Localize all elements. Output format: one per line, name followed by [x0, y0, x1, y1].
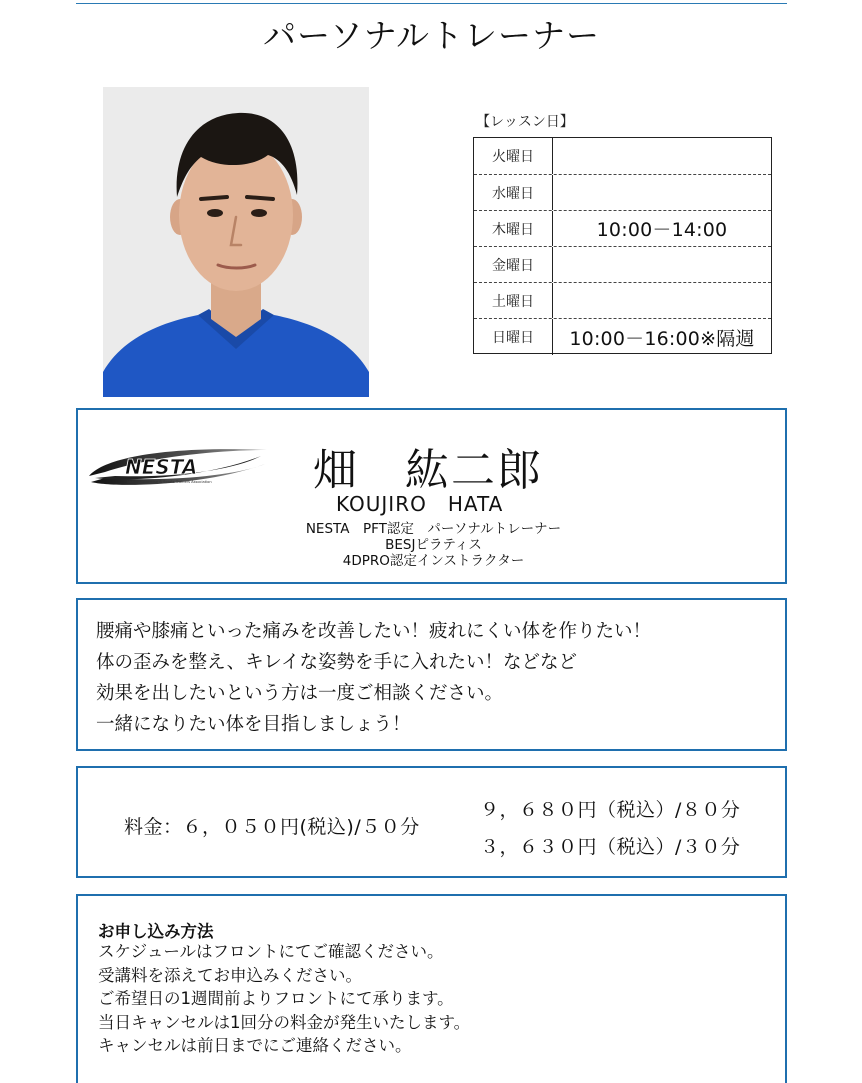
application-instructions	[98, 940, 470, 1058]
schedule-row	[474, 282, 771, 318]
application-line: 受講料を添えてお申込みください。	[98, 965, 362, 985]
page-title: パーソナルトレーナー	[262, 16, 601, 55]
intro-line: 効果を出したいという方は一度ご相談ください。	[96, 683, 504, 704]
trainer-name: 畑 紘二郎	[313, 445, 543, 496]
nesta-logo-tagline: National Exercise & Sports Trainers Association	[127, 480, 212, 484]
application-line: 当日キャンセルは1回分の料金が発生いたします。	[98, 1012, 471, 1032]
nesta-logo-icon	[85, 442, 271, 492]
schedule-time	[553, 283, 771, 318]
intro-line: 体の歪みを整え、キレイな姿勢を手に入れたい！などなど	[96, 652, 578, 673]
application-line: ご希望日の1週間前よりフロントにて承ります。	[98, 989, 454, 1008]
credential-item: 4DPRO認定インストラクター	[342, 553, 525, 569]
schedule-day: 土曜日	[474, 283, 553, 318]
schedule-time: 10:00－16:00※隔週	[569, 327, 755, 350]
intro-line: 一緒になりたい体を目指しましょう！	[96, 714, 411, 735]
application-line: スケジュールはフロントにてご確認ください。	[98, 942, 444, 961]
schedule-time	[553, 138, 771, 174]
application-box	[76, 894, 787, 1083]
schedule-row	[474, 318, 771, 355]
schedule-row	[474, 138, 771, 174]
lesson-schedule-table	[473, 137, 772, 354]
trainer-portrait-icon	[103, 87, 369, 397]
schedule-day: 木曜日	[474, 211, 553, 246]
pricing-box	[76, 766, 787, 878]
price-alt-item: ９，６８０円（税込）/８０分	[480, 799, 741, 821]
schedule-time	[553, 247, 771, 282]
schedule-row	[474, 210, 771, 246]
trainer-profile-box	[76, 408, 787, 584]
schedule-row	[474, 174, 771, 210]
credential-item: NESTA PFT認定 パーソナルトレーナー	[305, 521, 562, 537]
schedule-row	[474, 246, 771, 282]
schedule-time	[553, 175, 771, 210]
intro-text	[96, 616, 651, 740]
schedule-time: 10:00－14:00	[596, 219, 728, 241]
schedule-day: 水曜日	[474, 175, 553, 210]
schedule-heading: 【レッスン日】	[476, 114, 574, 130]
schedule-day: 金曜日	[474, 247, 553, 282]
price-main: 料金：６，０５０円(税込)/５０分	[124, 816, 420, 838]
credentials-list	[78, 521, 789, 569]
trainer-name-romaji: KOUJIRO HATA	[336, 492, 504, 516]
application-line: キャンセルは前日までにご連絡ください。	[98, 1036, 412, 1055]
price-alternatives	[480, 792, 740, 866]
application-title: お申し込み方法	[98, 922, 214, 941]
intro-box	[76, 598, 787, 751]
nesta-logo-text: NESTA	[125, 455, 198, 479]
credential-item: BESJピラティス	[385, 537, 482, 553]
schedule-day: 日曜日	[474, 319, 553, 355]
price-alt-item: ３，６３０円（税込）/３０分	[480, 836, 741, 858]
schedule-day: 火曜日	[474, 138, 553, 174]
top-rule	[76, 3, 787, 4]
intro-line: 腰痛や膝痛といった痛みを改善したい！疲れにくい体を作りたい！	[96, 621, 652, 642]
